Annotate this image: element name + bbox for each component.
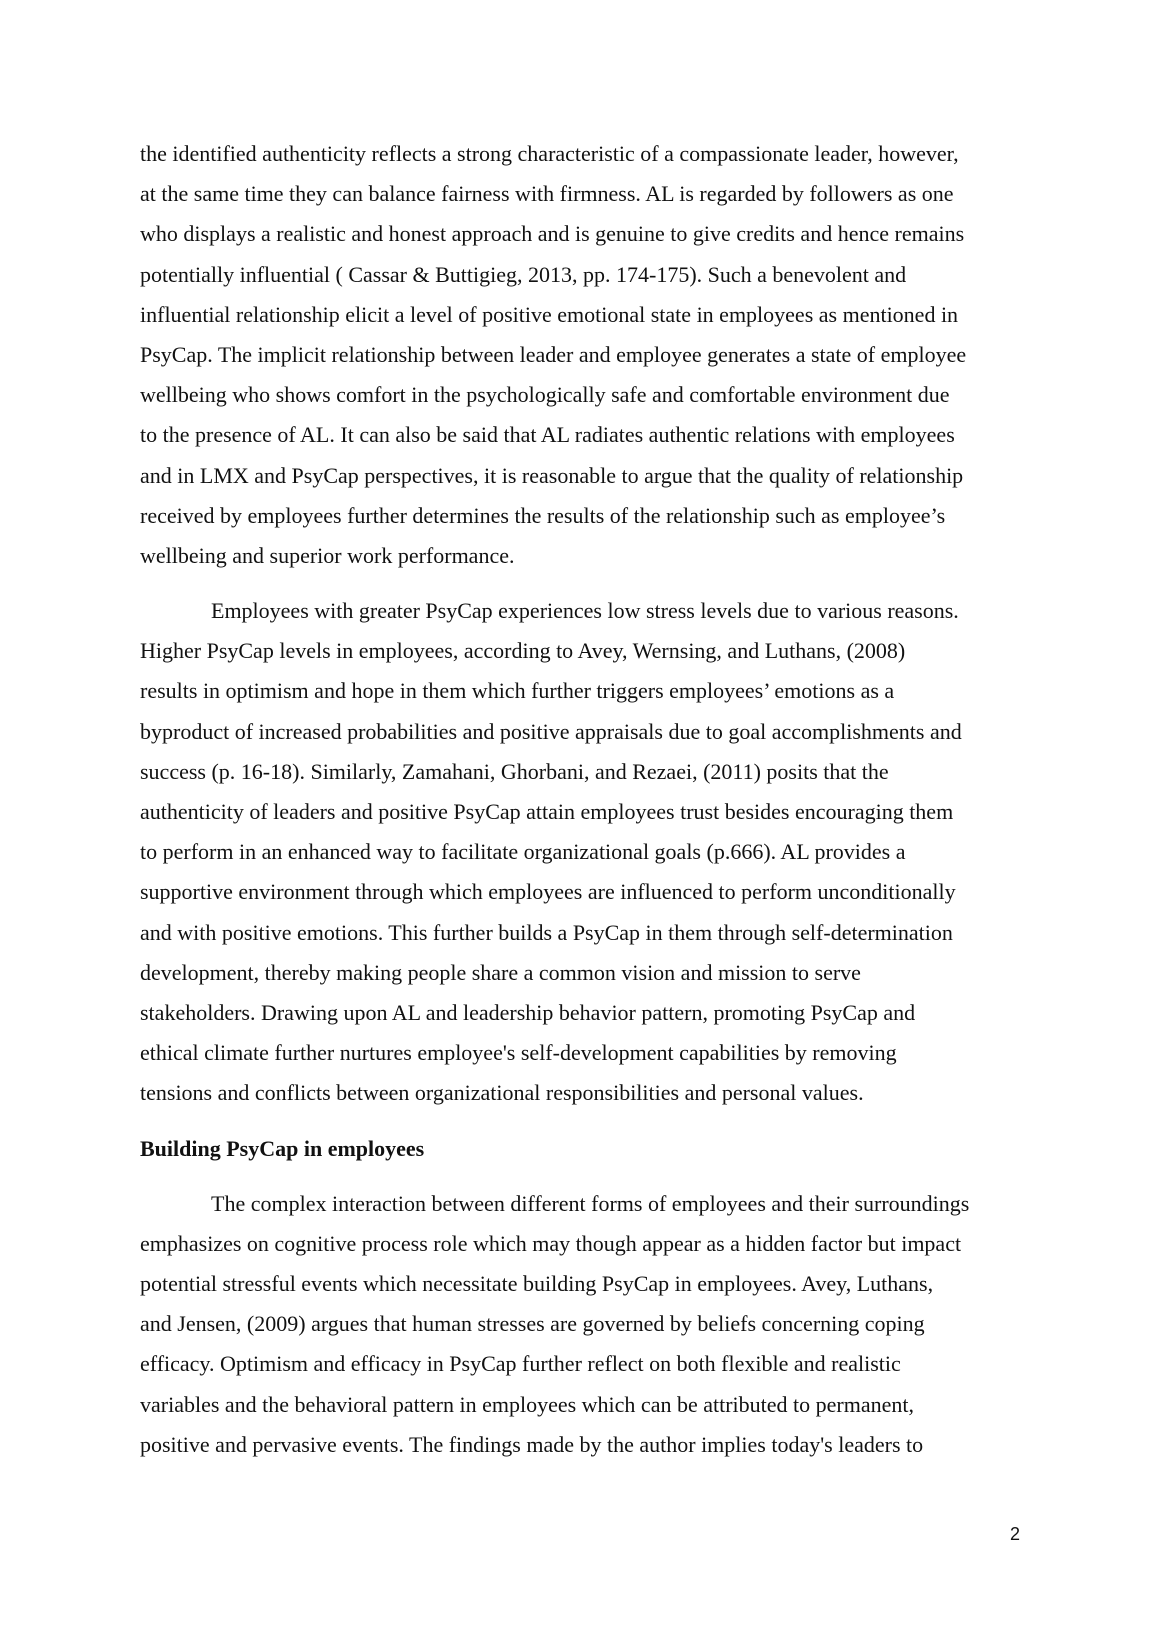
text-line: and in LMX and PsyCap perspectives, it is reasonable to argue that the quality of relationship — [140, 462, 964, 488]
text-line: influential relationship elicit a level of positive emotional state in employees as mentioned in — [140, 301, 959, 327]
text-line: stakeholders. Drawing upon AL and leadership behavior pattern, promoting PsyCap and — [140, 999, 916, 1025]
document-body — [140, 134, 1020, 1465]
text-line: and with positive emotions. This further builds a PsyCap in them through self-determination — [140, 919, 953, 945]
page-number: 2 — [1009, 1524, 1020, 1544]
text-line: efficacy. Optimism and efficacy in PsyCap further reflect on both flexible and realistic — [140, 1351, 901, 1377]
text-line: and Jensen, (2009) argues that human stresses are governed by beliefs concerning coping — [140, 1311, 925, 1337]
text-line: to the presence of AL. It can also be said that AL radiates authentic relations with employees — [140, 422, 955, 448]
text-line: ethical climate further nurtures employee's self-development capabilities by removing — [140, 1040, 897, 1066]
text-line: supportive environment through which employees are influenced to perform unconditionally — [140, 879, 956, 905]
text-line: to perform in an enhanced way to facilitate organizational goals (p.666). AL provides a — [140, 839, 906, 865]
text-line: emphasizes on cognitive process role which may though appear as a hidden factor but impact — [140, 1230, 962, 1256]
text-line: potentially influential ( Cassar & Buttigieg, 2013, pp. 174-175). Such a benevolent and — [140, 261, 907, 287]
text-line: results in optimism and hope in them which further triggers employees’ emotions as a — [140, 678, 895, 704]
text-line: success (p. 16-18). Similarly, Zamahani, Ghorbani, and Rezaei, (2011) posits that the — [140, 758, 889, 784]
text-line: byproduct of increased probabilities and positive appraisals due to goal accomplishments and — [140, 718, 962, 744]
section-heading: Building PsyCap in employees — [140, 1135, 425, 1161]
paragraph-3 — [140, 1184, 1020, 1465]
text-line: The complex interaction between different forms of employees and their surroundings — [211, 1190, 970, 1216]
text-line: development, thereby making people share a common vision and mission to serve — [140, 959, 861, 985]
text-line: Higher PsyCap levels in employees, according to Avey, Wernsing, and Luthans, (2008) — [140, 638, 906, 664]
text-line: tensions and conflicts between organizational responsibilities and personal values. — [140, 1080, 864, 1106]
text-line: at the same time they can balance fairness with firmness. AL is regarded by followers as one — [140, 181, 954, 207]
text-line: variables and the behavioral pattern in employees which can be attributed to permanent, — [140, 1391, 914, 1417]
text-line: wellbeing and superior work performance. — [140, 542, 515, 568]
text-line: who displays a realistic and honest approach and is genuine to give credits and hence remains — [140, 221, 965, 247]
text-line: Employees with greater PsyCap experiences low stress levels due to various reasons. — [211, 598, 959, 624]
text-line: potential stressful events which necessitate building PsyCap in employees. Avey, Luthans, — [140, 1271, 934, 1297]
paragraph-1 — [140, 134, 1020, 576]
paragraph-2 — [140, 591, 1020, 1113]
text-line: the identified authenticity reflects a strong characteristic of a compassionate leader, however, — [140, 141, 959, 166]
text-line: authenticity of leaders and positive PsyCap attain employees trust besides encouraging them — [140, 799, 954, 824]
text-line: wellbeing who shows comfort in the psychologically safe and comfortable environment due — [140, 382, 950, 408]
text-line: PsyCap. The implicit relationship between leader and employee generates a state of employee — [140, 341, 967, 367]
text-line: received by employees further determines the results of the relationship such as employee’s — [140, 502, 946, 528]
text-line: positive and pervasive events. The findings made by the author implies today's leaders to — [140, 1431, 924, 1457]
